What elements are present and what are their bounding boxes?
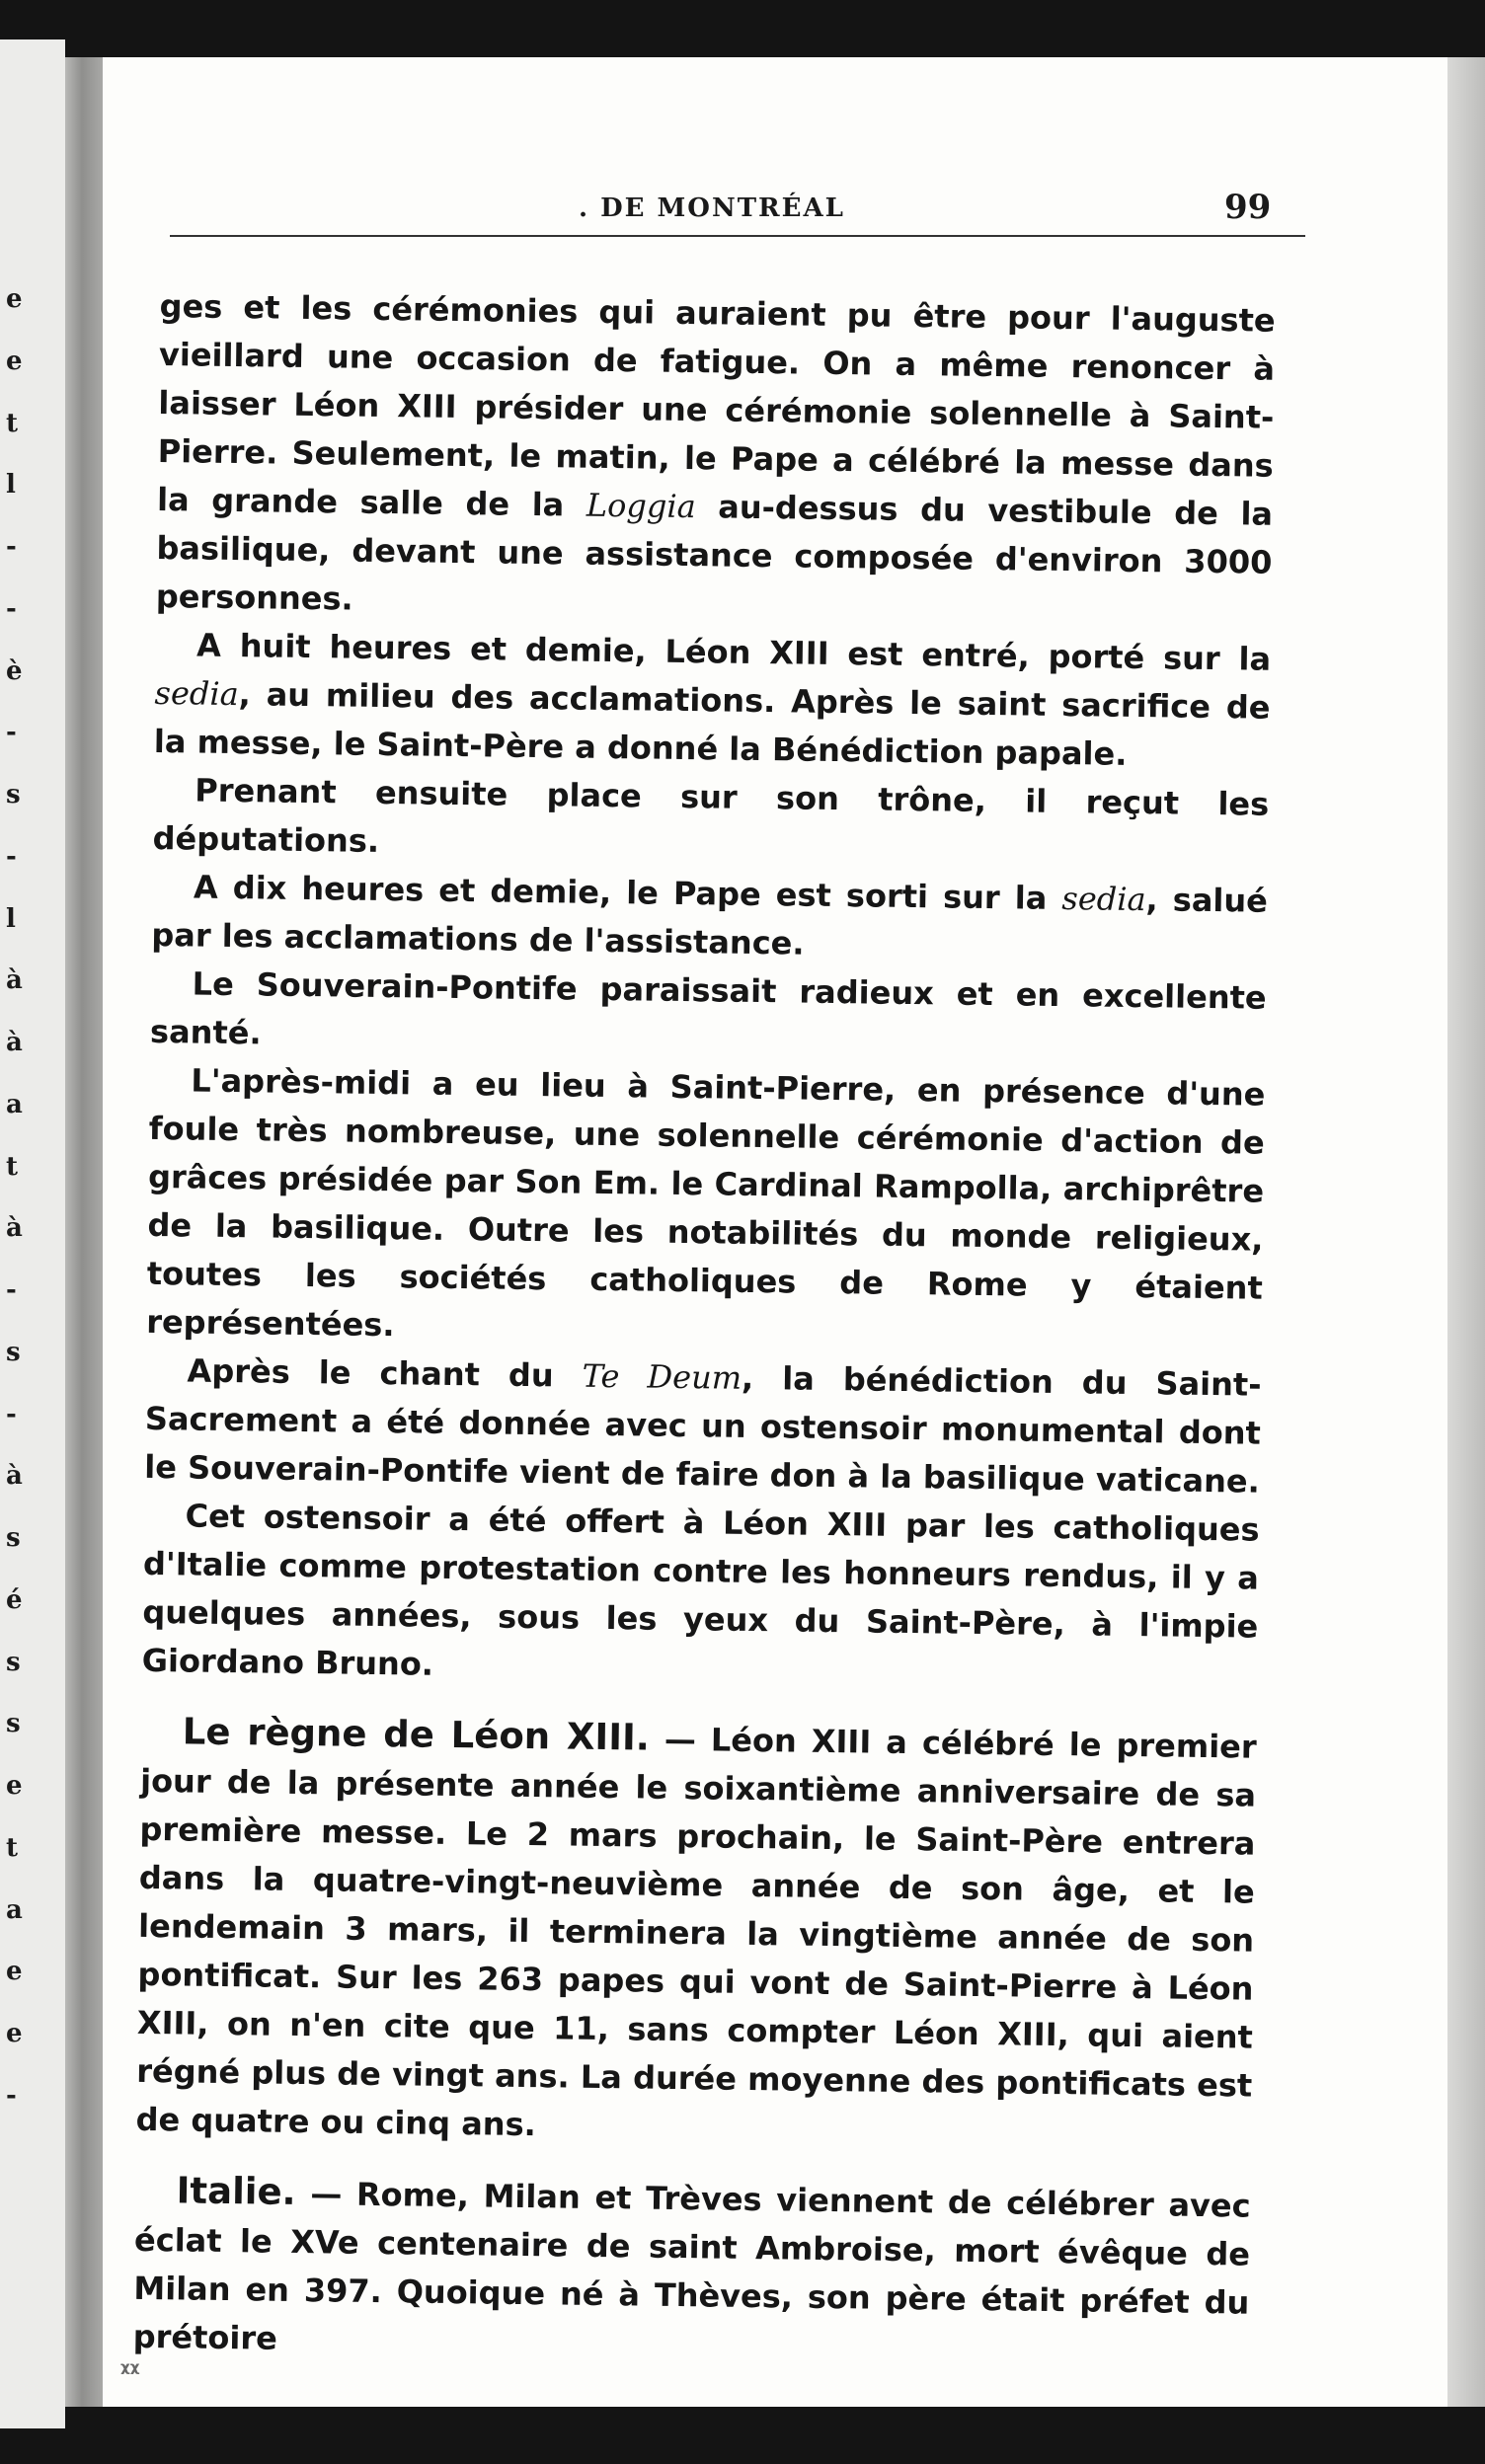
ink-smudge: ᵡᵡ <box>120 2357 140 2385</box>
edge-character: e <box>6 284 23 314</box>
page-fore-edge <box>1447 57 1485 2407</box>
paragraph: Le Souverain-Pontife paraissait radieux et en excellente santé. <box>149 964 1267 1052</box>
edge-character: - <box>6 842 17 872</box>
edge-character: à <box>6 965 23 995</box>
paragraph <box>154 621 1272 781</box>
edge-character: - <box>6 532 17 562</box>
paragraph <box>144 1347 1262 1506</box>
italic-term: sedia <box>1061 880 1146 919</box>
edge-character: e <box>6 2019 23 2048</box>
book-page <box>103 57 1447 2407</box>
section-paragraph <box>135 1707 1257 2159</box>
edge-character: à <box>6 1213 23 1243</box>
edge-character: e <box>6 1957 23 1986</box>
edge-character: t <box>6 1152 19 1182</box>
edge-character: l <box>6 470 16 500</box>
text-run: , salué par les acclamations de l'assistance. <box>151 881 1269 962</box>
text-run: , la bénédiction du Saint-Sacrement a été donnée avec un ostensoir monumental dont le Souverain-Pontife vient de faire don à la basilique vaticane. <box>144 1358 1262 1501</box>
edge-character: s <box>6 1523 21 1553</box>
section-heading: Italie. <box>176 2169 296 2213</box>
text-run: A huit heures et demie, Léon XIII est entré, porté sur la <box>195 626 1272 678</box>
edge-character: - <box>6 1275 17 1305</box>
page-body-text <box>132 282 1275 2376</box>
edge-character: e <box>6 346 23 376</box>
edge-character: l <box>6 904 16 934</box>
section-paragraph <box>132 2166 1250 2376</box>
edge-character: a <box>6 1090 23 1119</box>
text-run: ges et les cérémonies qui auraient pu être pour l'auguste vieillard une occasion de fatigue. On a même renoncer à laisser Léon XIII présider une cérémonie solennelle à Saint-Pierre. Seulement, le matin, le Pape a célébré la messe dans la grande salle de la <box>156 286 1276 524</box>
edge-character: t <box>6 409 19 438</box>
edge-character: è <box>6 656 23 686</box>
edge-character: a <box>6 1895 23 1925</box>
text-run: — Rome, Milan et Trèves viennent de célébrer avec éclat le XVe centenaire de saint Ambroise, mort évêque de Milan en 397. Quoique né à Thèves, son père était préfet du prétoire <box>132 2174 1251 2357</box>
edge-character: s <box>6 780 21 809</box>
edge-character: - <box>6 718 17 747</box>
edge-character: e <box>6 1771 23 1801</box>
running-title: . DE MONTRÉAL <box>579 193 845 223</box>
text-run: , au milieu des acclamations. Après le saint sacrifice de la messe, le Saint-Père a donné la Bénédiction papale. <box>153 675 1271 773</box>
paragraph <box>156 282 1276 636</box>
paragraph: L'après-midi a eu lieu à Saint-Pierre, en présence d'une foule très nombreuse, une solennelle cérémonie d'action de grâces présidée par Son Em. le Cardinal Rampolla, archiprêtre de la basilique. Outre les notabilités du monde religieux, toutes les sociétés catholiques de Rome y étaient représentées. <box>145 1061 1266 1345</box>
italic-term: Loggia <box>586 486 696 526</box>
header-rule <box>170 235 1305 237</box>
edge-character: - <box>6 1400 17 1429</box>
edge-character: à <box>6 1461 23 1491</box>
text-run: au-dessus du vestibule de la basilique, devant une assistance composée d'environ 3000 personnes. <box>155 488 1274 618</box>
edge-character: s <box>6 1709 21 1738</box>
edge-character: s <box>6 1648 21 1677</box>
running-header <box>103 188 1447 253</box>
edge-character: é <box>6 1585 23 1615</box>
book-gutter <box>65 57 103 2407</box>
edge-character: t <box>6 1833 19 1863</box>
text-run: A dix heures et demie, le Pape est sorti sur la <box>193 868 1062 918</box>
page-number: 99 <box>1224 188 1272 227</box>
edge-character: à <box>6 1028 23 1057</box>
edge-character: s <box>6 1338 21 1367</box>
edge-character: - <box>6 2081 17 2111</box>
paragraph <box>151 863 1268 974</box>
section-heading: Le règne de Léon XIII. <box>182 1710 651 1759</box>
paragraph: Prenant ensuite place sur son trône, il reçut les députations. <box>152 771 1270 860</box>
italic-term: Te Deum <box>582 1356 742 1397</box>
text-run: Après le chant du <box>187 1351 583 1395</box>
text-run: — Léon XIII a célébré le premier jour de la présente année le soixantième anniversaire de sa première messe. Le 2 mars prochain, le Saint-Père entrera dans la quatre-vingt-neuvième année de son âge, et le lendemain 3 mars, il terminera la vingtième année de son pontificat. Sur les 263 papes qui vont de Saint-Pierre à Léon XIII, on n'en cite que 11, sans compter Léon XIII, qui aient régné plus de vingt ans. La durée moyenne des pontificats est de quatre ou cinq ans. <box>135 1720 1257 2144</box>
edge-character: - <box>6 594 17 624</box>
paragraph: Cet ostensoir a été offert à Léon XIII par les catholiques d'Italie comme protestation contre les honneurs rendus, il y a quelques années, sous les yeux du Saint-Père, à l'impie Giordano Bruno. <box>141 1497 1260 1683</box>
italic-term: sedia <box>154 673 239 714</box>
